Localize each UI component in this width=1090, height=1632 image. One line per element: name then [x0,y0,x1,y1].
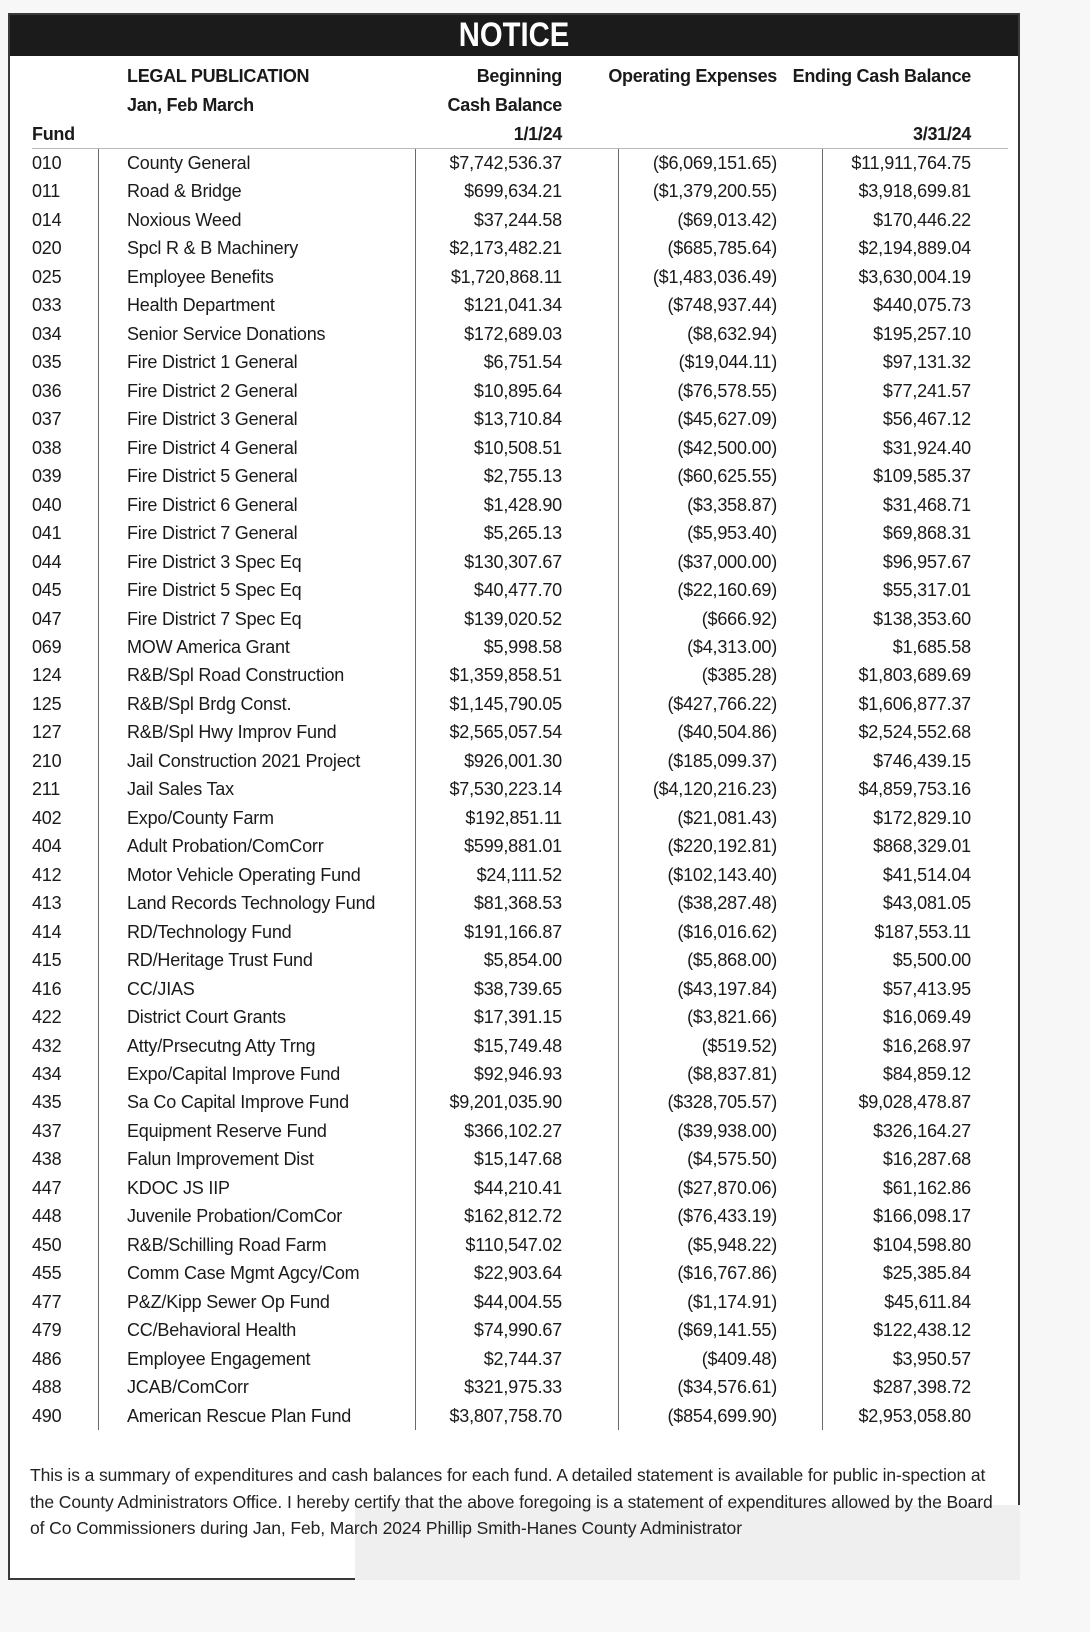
fund-name: Fire District 7 Spec Eq [127,608,302,629]
beginning-balance-header-line2: Cash Balance [447,95,562,115]
operating-expenses: ($1,174.91) [687,1291,777,1312]
fund-number: 447 [32,1177,62,1198]
fund-name: JCAB/ComCorr [127,1377,249,1398]
publication-title: LEGAL PUBLICATION [127,66,310,86]
table-row [10,633,1018,661]
beginning-cash-balance: $10,895.64 [473,380,562,401]
fund-name: CC/JIAS [127,978,195,999]
fund-number: 455 [32,1263,62,1284]
table-row [10,946,1018,974]
beginning-cash-balance: $6,751.54 [483,352,562,373]
operating-expenses: ($748,937.44) [667,295,777,316]
fund-name: Jail Construction 2021 Project [127,750,361,771]
fund-name: County General [127,153,251,173]
table-row [10,832,1018,860]
table-row [10,263,1018,291]
ending-cash-balance: $11,911,764.75 [851,153,971,173]
ending-cash-balance: $31,468.71 [882,494,971,515]
operating-expenses: ($22,160.69) [677,580,777,601]
fund-number: 025 [32,266,62,287]
fund-number: 486 [32,1348,62,1369]
operating-expenses: ($185,099.37) [667,750,777,771]
table-row [10,434,1018,462]
fund-number: 014 [32,209,62,230]
beginning-cash-balance: $15,749.48 [473,1035,562,1056]
beginning-cash-balance: $191,166.87 [464,921,562,942]
table-row [10,576,1018,604]
fund-name: Land Records Technology Fund [127,893,376,914]
fund-name: Adult Probation/ComCorr [127,836,324,857]
ending-cash-balance: $1,803,689.69 [858,665,971,686]
operating-expenses: ($4,313.00) [687,636,777,657]
fund-number: 415 [32,950,62,971]
fund-name: Fire District 3 General [127,409,298,430]
table-row [10,320,1018,348]
ending-cash-balance: $868,329.01 [873,836,971,857]
fund-number: 125 [32,693,62,714]
ending-cash-balance: $77,241.57 [882,380,971,401]
fund-name: Fire District 5 General [127,466,298,487]
ending-cash-balance: $1,685.58 [892,636,971,657]
table-row [10,1145,1018,1173]
publication-period: Jan, Feb March [127,95,254,115]
fund-name: Fire District 3 Spec Eq [127,551,302,572]
fund-number: 490 [32,1405,62,1426]
beginning-cash-balance: $699,634.21 [464,181,562,202]
beginning-cash-balance: $2,173,482.21 [449,238,562,259]
fund-number: 033 [32,295,62,316]
fund-name: Fire District 2 General [127,380,298,401]
fund-number: 416 [32,978,62,999]
table-row [10,348,1018,376]
fund-number: 041 [32,523,62,544]
table-row [10,206,1018,234]
operating-expenses: ($3,821.66) [687,1007,777,1028]
fund-name: P&Z/Kipp Sewer Op Fund [127,1291,330,1312]
operating-expenses: ($685,785.64) [667,238,777,259]
fund-number: 438 [32,1149,62,1170]
fund-name: R&B/Schilling Road Farm [127,1234,327,1255]
ending-cash-balance: $31,924.40 [882,437,971,458]
operating-expenses: ($37,000.00) [677,551,777,572]
ending-cash-balance: $5,500.00 [892,950,971,971]
table-row [10,149,1018,177]
beginning-cash-balance: $13,710.84 [473,409,562,430]
fund-number: 402 [32,807,62,828]
fund-number: 034 [32,323,62,344]
fund-number: 210 [32,750,62,771]
operating-expenses: ($427,766.22) [667,693,777,714]
beginning-cash-balance: $5,265.13 [483,523,562,544]
table-row [10,177,1018,205]
operating-expenses: ($328,705.57) [667,1092,777,1113]
beginning-cash-balance: $2,744.37 [483,1348,562,1369]
operating-expenses: ($5,948.22) [687,1234,777,1255]
beginning-cash-balance: $130,307.67 [464,551,562,572]
ending-cash-balance: $440,075.73 [873,295,971,316]
table-row [10,462,1018,490]
beginning-cash-balance: $172,689.03 [464,323,562,344]
ending-cash-balance: $25,385.84 [882,1263,971,1284]
operating-expenses: ($409.48) [701,1348,777,1369]
beginning-balance-header-line1: Beginning [476,66,562,86]
beginning-cash-balance: $15,147.68 [473,1149,562,1170]
beginning-cash-balance: $1,359,858.51 [449,665,562,686]
beginning-cash-balance: $5,998.58 [483,636,562,657]
ending-cash-balance: $3,630,004.19 [858,266,971,287]
ending-cash-balance: $170,446.22 [873,209,971,230]
fund-number: 020 [32,238,62,259]
fund-name: American Rescue Plan Fund [127,1405,352,1426]
fund-name: Jail Sales Tax [127,779,234,800]
fund-number: 413 [32,893,62,914]
fund-number: 036 [32,380,62,401]
beginning-cash-balance: $139,020.52 [464,608,562,629]
fund-name: Falun Improvement Dist [127,1149,314,1170]
fund-name: Noxious Weed [127,209,242,230]
fund-name: Atty/Prsecutng Atty Trng [127,1035,316,1056]
ending-cash-balance: $109,585.37 [873,466,971,487]
table-row [10,405,1018,433]
fund-number: 037 [32,409,62,430]
fund-number: 040 [32,494,62,515]
table-row [10,1174,1018,1202]
table-row [10,491,1018,519]
fund-number: 124 [32,665,62,686]
table-row [10,1032,1018,1060]
fund-number: 045 [32,580,62,601]
table-row [10,718,1018,746]
fund-number: 039 [32,466,62,487]
fund-number: 477 [32,1291,62,1312]
table-row [10,918,1018,946]
fund-number: 414 [32,921,62,942]
operating-expenses: ($220,192.81) [667,836,777,857]
beginning-cash-balance: $2,565,057.54 [449,722,562,743]
table-row [10,234,1018,262]
table-row [10,605,1018,633]
operating-expenses: ($385.28) [701,665,777,686]
operating-expenses: ($1,483,036.49) [652,266,777,287]
table-row [10,1060,1018,1088]
beginning-cash-balance: $7,530,223.14 [449,779,562,800]
ending-cash-balance: $2,194,889.04 [858,238,971,259]
beginning-cash-balance: $1,720,868.11 [450,266,562,287]
ending-cash-balance: $166,098.17 [873,1206,971,1227]
operating-expenses: ($69,141.55) [677,1320,777,1341]
beginning-cash-balance: $38,739.65 [473,978,562,999]
ending-cash-balance: $45,611.84 [884,1291,971,1312]
operating-expenses: ($34,576.61) [677,1377,777,1398]
fund-name: Spcl R & B Machinery [127,238,299,259]
fund-number: 450 [32,1234,62,1255]
ending-cash-balance: $16,287.68 [882,1149,971,1170]
ending-cash-balance: $187,553.11 [874,921,971,942]
beginning-cash-balance: $110,547.02 [465,1234,562,1255]
fund-name: Health Department [127,295,275,316]
table-row [10,1259,1018,1287]
ending-cash-balance: $104,598.80 [873,1234,971,1255]
ending-cash-balance: $9,028,478.87 [858,1092,971,1113]
fund-number: 038 [32,437,62,458]
fund-number: 479 [32,1320,62,1341]
fund-name: Employee Engagement [127,1348,311,1369]
fund-number: 010 [32,153,62,173]
fund-name: RD/Technology Fund [127,921,292,942]
table-row [10,1345,1018,1373]
ending-cash-balance: $97,131.32 [882,352,971,373]
fund-name: Fire District 5 Spec Eq [127,580,302,601]
ending-cash-balance: $195,257.10 [873,323,971,344]
table-row [10,661,1018,689]
operating-expenses: ($16,016.62) [677,921,777,942]
beginning-cash-balance: $366,102.27 [464,1120,562,1141]
ending-cash-balance: $41,514.04 [882,864,971,885]
operating-expenses: ($4,575.50) [687,1149,777,1170]
table-row [10,1231,1018,1259]
ending-cash-balance: $746,439.15 [873,750,971,771]
beginning-cash-balance: $162,812.72 [464,1206,562,1227]
beginning-cash-balance: $37,244.58 [473,209,562,230]
beginning-cash-balance: $10,508.51 [473,437,562,458]
notice-banner [10,15,1018,56]
ending-balance-date: 3/31/24 [913,124,971,144]
operating-expenses: ($5,953.40) [687,523,777,544]
fund-number: 047 [32,608,62,629]
operating-expenses: ($45,627.09) [677,409,777,430]
operating-expenses: ($5,868.00) [687,950,777,971]
beginning-balance-date: 1/1/24 [513,124,562,144]
table-header [10,56,1018,150]
operating-expenses: ($102,143.40) [667,864,777,885]
operating-expenses: ($43,197.84) [677,978,777,999]
ending-cash-balance: $61,162.86 [882,1177,971,1198]
operating-expenses: ($42,500.00) [677,437,777,458]
table-row [10,291,1018,319]
table-row [10,548,1018,576]
operating-expenses: ($76,578.55) [677,380,777,401]
beginning-cash-balance: $192,851.11 [465,807,562,828]
operating-expenses: ($76,433.19) [677,1206,777,1227]
table-row [10,1003,1018,1031]
operating-expenses: ($666.92) [701,608,777,629]
fund-name: Equipment Reserve Fund [127,1120,327,1141]
table-row [10,804,1018,832]
fund-number: 069 [32,636,62,657]
beginning-cash-balance: $81,368.53 [473,893,562,914]
table-row [10,519,1018,547]
fund-name: Employee Benefits [127,266,274,287]
table-row [10,1373,1018,1401]
ending-balance-header: Ending Cash Balance [792,66,971,86]
legal-notice [8,13,1020,1580]
operating-expenses: ($8,837.81) [687,1064,777,1084]
fund-name: R&B/Spl Hwy Improv Fund [127,722,337,743]
operating-expenses: ($69,013.42) [677,209,777,230]
notice-title: NOTICE [81,15,948,56]
ending-cash-balance: $57,413.95 [882,978,971,999]
table-row [10,690,1018,718]
operating-expenses: ($40,504.86) [677,722,777,743]
fund-name: Sa Co Capital Improve Fund [127,1092,349,1113]
table-row [10,861,1018,889]
table-row [10,775,1018,803]
beginning-cash-balance: $5,854.00 [483,950,562,971]
fund-name: Juvenile Probation/ComCor [127,1206,343,1227]
ending-cash-balance: $287,398.72 [873,1377,971,1398]
table-row [10,1088,1018,1116]
beginning-cash-balance: $2,755.13 [483,466,562,487]
operating-expenses: ($60,625.55) [677,466,777,487]
table-row [10,377,1018,405]
ending-cash-balance: $2,953,058.80 [858,1405,971,1426]
fund-name: MOW America Grant [127,636,290,657]
beginning-cash-balance: $74,990.67 [473,1320,562,1341]
ending-cash-balance: $138,353.60 [873,608,971,629]
ending-cash-balance: $3,950.57 [892,1348,971,1369]
fund-name: Fire District 7 General [127,523,298,544]
operating-expenses: ($1,379,200.55) [652,181,777,202]
operating-expenses: ($38,287.48) [677,893,777,914]
fund-number: 127 [32,722,62,743]
beginning-cash-balance: $9,201,035.90 [449,1092,562,1113]
table-row [10,1316,1018,1344]
operating-expenses: ($6,069,151.65) [652,153,777,173]
operating-expenses: ($27,870.06) [677,1177,777,1198]
operating-expenses: ($519.52) [701,1035,777,1056]
ending-cash-balance: $3,918,699.81 [858,181,971,202]
fund-number: 035 [32,352,62,373]
ending-cash-balance: $2,524,552.68 [858,722,971,743]
fund-name: Fire District 6 General [127,494,298,515]
ending-cash-balance: $16,268.97 [882,1035,971,1056]
operating-expenses-header: Operating Expenses [608,66,777,86]
fund-number: 412 [32,864,62,885]
fund-number: 211 [32,779,61,800]
fund-number: 044 [32,551,62,572]
ending-cash-balance: $55,317.01 [882,580,971,601]
fund-number: 011 [32,181,61,202]
beginning-cash-balance: $121,041.34 [464,295,562,316]
fund-number: 434 [32,1064,62,1084]
ending-cash-balance: $69,868.31 [882,523,971,544]
fund-name: Fire District 4 General [127,437,298,458]
beginning-cash-balance: $3,807,758.70 [449,1405,562,1426]
beginning-cash-balance: $22,903.64 [473,1263,562,1284]
fund-number: 422 [32,1007,62,1028]
fund-name: Senior Service Donations [127,323,326,344]
ending-cash-balance: $172,829.10 [873,807,971,828]
operating-expenses: ($21,081.43) [677,807,777,828]
operating-expenses: ($19,044.11) [678,352,777,373]
fund-number: 448 [32,1206,62,1227]
beginning-cash-balance: $926,001.30 [464,750,562,771]
fund-name: Fire District 1 General [127,352,298,373]
operating-expenses: ($854,699.90) [667,1405,777,1426]
beginning-cash-balance: $44,004.55 [473,1291,562,1312]
ending-cash-balance: $96,957.67 [882,551,971,572]
ending-cash-balance: $122,438.12 [873,1320,971,1341]
fund-name: Motor Vehicle Operating Fund [127,864,361,885]
ending-cash-balance: $16,069.49 [882,1007,971,1028]
ending-cash-balance: $56,467.12 [882,409,971,430]
beginning-cash-balance: $1,145,790.05 [449,693,562,714]
fund-name: KDOC JS IIP [127,1177,230,1198]
beginning-cash-balance: $17,391.15 [473,1007,562,1028]
operating-expenses: ($3,358.87) [687,494,777,515]
beginning-cash-balance: $40,477.70 [473,580,562,601]
ending-cash-balance: $84,859.12 [882,1064,971,1084]
fund-name: R&B/Spl Road Construction [127,665,345,686]
ending-cash-balance: $1,606,877.37 [858,693,971,714]
fund-number: 488 [32,1377,62,1398]
fund-name: Expo/County Farm [127,807,274,828]
beginning-cash-balance: $1,428.90 [483,494,562,515]
operating-expenses: ($4,120,216.23) [652,779,777,800]
beginning-cash-balance: $599,881.01 [464,836,562,857]
beginning-cash-balance: $321,975.33 [464,1377,562,1398]
beginning-cash-balance: $44,210.41 [473,1177,562,1198]
beginning-cash-balance: $24,111.52 [476,864,562,885]
fund-number: 437 [32,1120,62,1141]
fund-number: 404 [32,836,62,857]
table-row [10,975,1018,1003]
fund-name: Expo/Capital Improve Fund [127,1064,341,1084]
table-row [10,1202,1018,1230]
fund-number: 432 [32,1035,62,1056]
fund-name: District Court Grants [127,1007,286,1028]
ending-cash-balance: $326,164.27 [873,1120,971,1141]
certification-statement: This is a summary of expenditures and cash balances for each fund. A detailed statement is available for public in-spection at the County Administrators Office. I hereby certify that the above foregoing is a statement of expenditures allowed by the Board of Co Commissioners during Jan, Feb, March 2024 Phillip Smith-Hanes County Administrator [30,1465,993,1538]
table-row [10,747,1018,775]
fund-column-header: Fund [32,124,75,144]
operating-expenses: ($8,632.94) [687,323,777,344]
fund-name: CC/Behavioral Health [127,1320,297,1341]
fund-name: RD/Heritage Trust Fund [127,950,313,971]
fund-name: Road & Bridge [127,181,242,202]
table-row [10,889,1018,917]
fund-name: Comm Case Mgmt Agcy/Com [127,1263,360,1284]
ending-cash-balance: $4,859,753.16 [858,779,971,800]
ending-cash-balance: $43,081.05 [882,893,971,914]
table-row [10,1117,1018,1145]
table-row [10,1402,1018,1430]
operating-expenses: ($16,767.86) [677,1263,777,1284]
beginning-cash-balance: $92,946.93 [473,1064,562,1084]
operating-expenses: ($39,938.00) [677,1120,777,1141]
table-row [10,1288,1018,1316]
fund-name: R&B/Spl Brdg Const. [127,693,292,714]
beginning-cash-balance: $7,742,536.37 [449,153,562,173]
fund-table-body [10,149,1018,1430]
fund-number: 435 [32,1092,62,1113]
